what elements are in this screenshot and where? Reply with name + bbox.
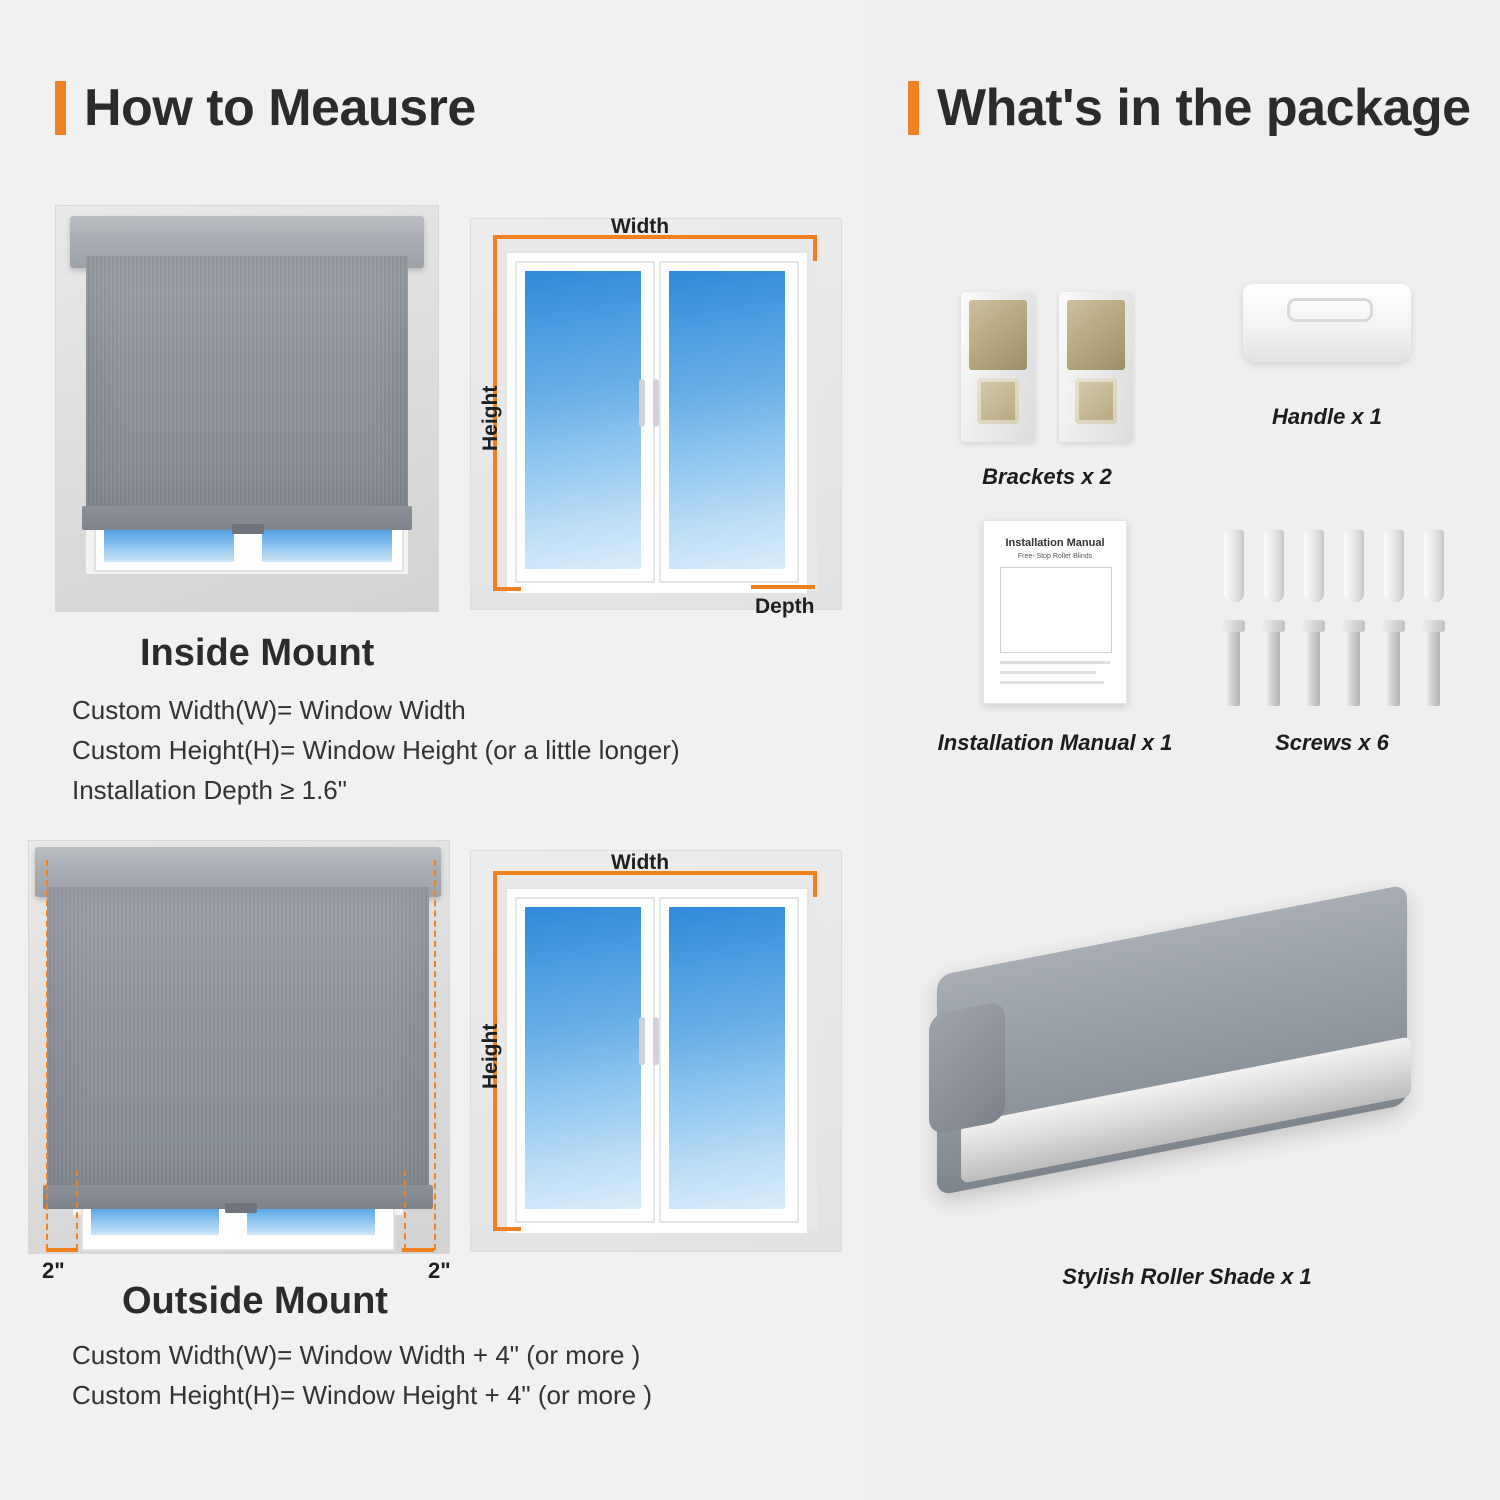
shade-pull-tab (232, 524, 264, 534)
measure-glass-left-outside (525, 907, 641, 1209)
handle-image (1202, 248, 1452, 398)
screw-icon-4 (1346, 620, 1360, 706)
manual-title: Installation Manual (1005, 537, 1105, 549)
outside-mount-text (72, 1335, 652, 1415)
shade-pull-tab-outside (225, 1203, 257, 1213)
manual-text-line-1 (1000, 661, 1110, 664)
overhang-line-right-inner (404, 1170, 406, 1250)
manual-booklet-icon (983, 520, 1127, 704)
measure-glass-right (669, 271, 785, 569)
overhang-arrow-right (402, 1248, 434, 1252)
overhang-line-right (434, 860, 436, 1250)
section-heading-package (908, 78, 1471, 138)
window-handle-right-icon-outside (653, 1017, 659, 1065)
package-item-handle (1202, 248, 1452, 430)
screw-icon-6 (1426, 620, 1440, 706)
window-handle-left-icon-outside (639, 1017, 645, 1065)
manual-caption: Installation Manual x 1 (937, 730, 1173, 755)
bracket-icon-2 (1059, 292, 1133, 442)
screw-icon-2 (1266, 620, 1280, 706)
manual-diagram-box (1000, 567, 1112, 653)
package-item-roller-shade (937, 930, 1437, 1290)
label-height: Height (479, 385, 502, 451)
wall-anchor-icon-2 (1264, 530, 1284, 602)
accent-bar-icon (55, 81, 66, 135)
label-width-outside: Width (611, 851, 670, 874)
overhang-label-right: 2" (428, 1258, 451, 1283)
heading-text: How to Meausre (84, 79, 476, 137)
screw-icon-1 (1226, 620, 1240, 706)
overhang-label-left: 2" (42, 1258, 65, 1283)
manual-subtitle: Free- Stop Roller Blinds (1017, 553, 1093, 560)
window-handle-right-icon (653, 379, 659, 427)
brackets-caption: Brackets x 2 (982, 464, 1112, 489)
manual-text-line-2 (1000, 671, 1096, 674)
screw-icon-3 (1306, 620, 1320, 706)
handle-caption: Handle x 1 (1271, 404, 1383, 429)
inside-line-3: Installation Depth ≥ 1.6" (72, 775, 347, 805)
package-contents-panel (862, 0, 1500, 1500)
roller-end-cap (929, 1001, 1005, 1136)
bracket-icon-1 (961, 292, 1035, 442)
inside-mount-shade-photo (55, 205, 439, 612)
inside-line-1: Custom Width(W)= Window Width (72, 695, 466, 725)
shade-fabric (86, 256, 408, 511)
overhang-arrow-left (46, 1248, 78, 1252)
inside-mount-title: Inside Mount (140, 632, 375, 674)
outside-mount-title: Outside Mount (122, 1280, 388, 1322)
outside-line-2: Custom Height(H)= Window Height + 4" (or more ) (72, 1380, 652, 1410)
wall-anchor-icon-6 (1424, 530, 1444, 602)
roller-shade-icon (937, 930, 1407, 1230)
height-end-tick-outside (493, 1227, 521, 1231)
width-end-tick-outside (813, 871, 817, 897)
height-end-tick (493, 587, 521, 591)
inside-line-2: Custom Height(H)= Window Height (or a little longer) (72, 735, 680, 765)
brackets-image (922, 212, 1172, 442)
inside-mount-text (72, 690, 680, 810)
heading-text-package: What's in the package (937, 79, 1471, 137)
overhang-line-left-inner (76, 1170, 78, 1250)
inside-mount-block (0, 200, 862, 820)
label-depth: Depth (755, 595, 815, 618)
package-item-brackets (922, 212, 1172, 490)
width-end-tick (813, 235, 817, 261)
screws-caption: Screws x 6 (1275, 730, 1389, 755)
inside-mount-measure-diagram (470, 215, 842, 618)
measure-glass-right-outside (669, 907, 785, 1209)
screws-image (1192, 520, 1472, 730)
overhang-line-left (46, 860, 48, 1250)
manual-image (910, 520, 1200, 720)
wall-anchor-icon-5 (1384, 530, 1404, 602)
measure-glass-left (525, 271, 641, 569)
wall-anchor-icon-4 (1344, 530, 1364, 602)
window-handle-left-icon (639, 379, 645, 427)
outside-mount-block (0, 840, 862, 1440)
package-item-manual (910, 520, 1200, 756)
wall-anchor-icon-3 (1304, 530, 1324, 602)
outside-mount-measure-diagram (470, 850, 842, 1252)
label-height-outside: Height (479, 1023, 502, 1089)
label-width: Width (611, 215, 670, 238)
manual-text-line-3 (1000, 681, 1104, 684)
accent-bar-icon-right (908, 81, 919, 135)
roller-shade-caption: Stylish Roller Shade x 1 (1062, 1264, 1312, 1289)
depth-mark (751, 585, 815, 589)
shade-fabric-outside (47, 887, 429, 1191)
package-item-screws (1192, 520, 1472, 756)
handle-icon (1243, 284, 1411, 362)
wall-anchor-icon-1 (1224, 530, 1244, 602)
roller-shade-image (937, 930, 1437, 1260)
section-heading-measure (55, 78, 476, 138)
outside-mount-shade-photo (28, 840, 450, 1254)
screw-icon-5 (1386, 620, 1400, 706)
outside-line-1: Custom Width(W)= Window Width + 4" (or more ) (72, 1340, 641, 1370)
